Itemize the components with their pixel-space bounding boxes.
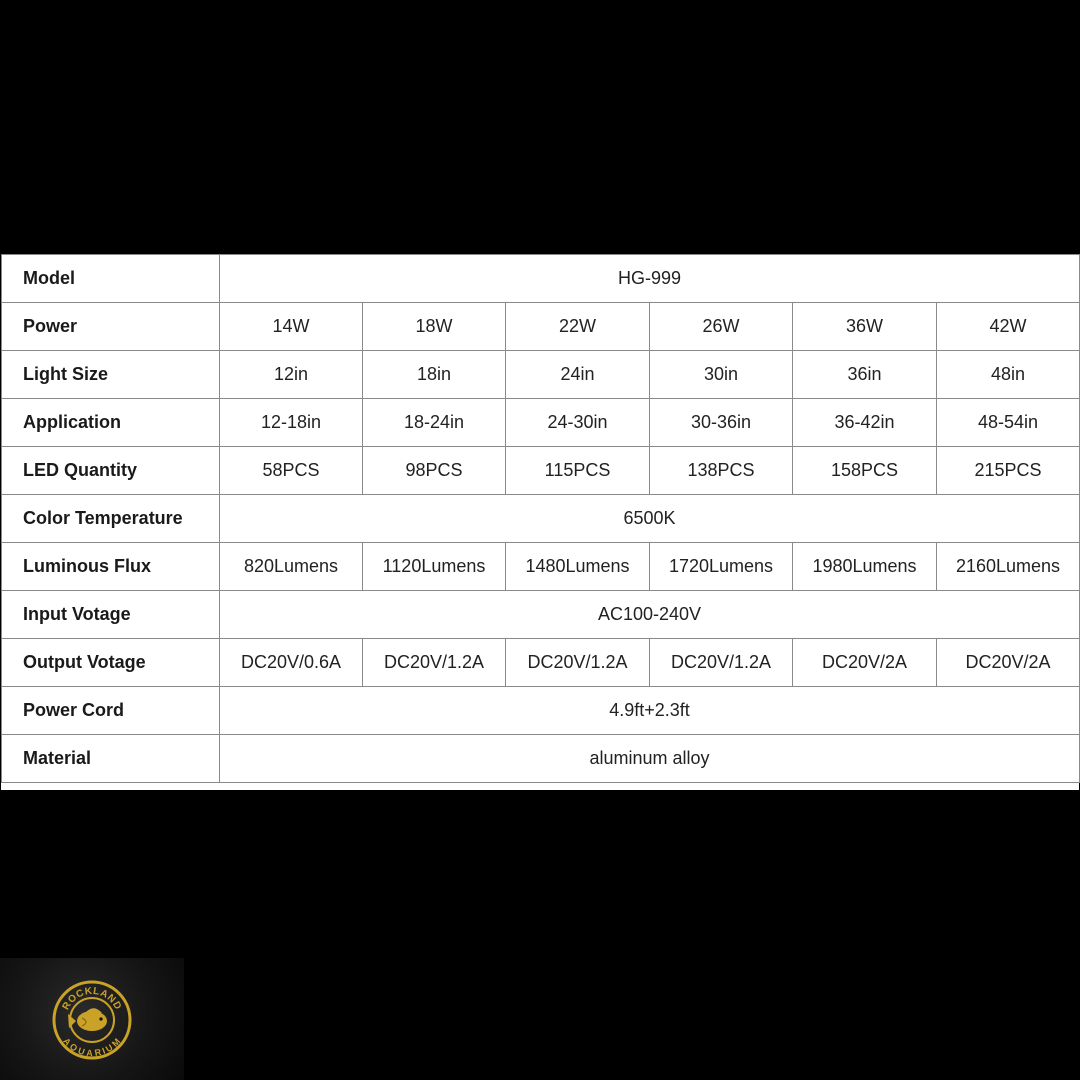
fish-icon [68,1008,107,1031]
row-luminous-flux [2,543,1080,591]
table-cell: 18in [363,351,506,399]
table-cell: 138PCS [650,447,793,495]
table-cell: 158PCS [793,447,937,495]
row-label: Material [2,735,220,783]
power-cord-value: 4.9ft+2.3ft [220,687,1080,735]
row-label: Application [2,399,220,447]
svg-text:AQUARIUM [61,1036,123,1058]
table-cell: 22W [506,303,650,351]
table-cell: 215PCS [937,447,1080,495]
row-power-cord [2,687,1080,735]
row-input-votage [2,591,1080,639]
row-led-quantity [2,447,1080,495]
table-cell: DC20V/1.2A [363,639,506,687]
table-cell: 115PCS [506,447,650,495]
spec-table [1,254,1080,783]
table-cell: 48in [937,351,1080,399]
row-label: Luminous Flux [2,543,220,591]
table-cell: 2160Lumens [937,543,1080,591]
input-votage-value: AC100-240V [220,591,1080,639]
table-cell: 36in [793,351,937,399]
logo-bottom-text: AQUARIUM [61,1035,123,1059]
model-value: HG-999 [220,255,1080,303]
table-cell: 12-18in [220,399,363,447]
row-light-size [2,351,1080,399]
table-cell: 18W [363,303,506,351]
row-power [2,303,1080,351]
table-cell: 30in [650,351,793,399]
table-cell: 1720Lumens [650,543,793,591]
table-cell: 36W [793,303,937,351]
table-cell: DC20V/2A [793,639,937,687]
table-cell: 42W [937,303,1080,351]
table-cell: 1980Lumens [793,543,937,591]
row-label: Input Votage [2,591,220,639]
table-cell: DC20V/1.2A [506,639,650,687]
table-cell: DC20V/2A [937,639,1080,687]
material-value: aluminum alloy [220,735,1080,783]
table-cell: 48-54in [937,399,1080,447]
row-color-temperature [2,495,1080,543]
table-cell: 1120Lumens [363,543,506,591]
row-label: Light Size [2,351,220,399]
logo-top-text: ROCKLAND [60,985,124,1013]
row-label: LED Quantity [2,447,220,495]
row-output-votage [2,639,1080,687]
row-material [2,735,1080,783]
row-model [2,255,1080,303]
row-label: Power Cord [2,687,220,735]
table-cell: 18-24in [363,399,506,447]
table-cell: DC20V/0.6A [220,639,363,687]
color-temperature-value: 6500K [220,495,1080,543]
table-cell: 24in [506,351,650,399]
row-application [2,399,1080,447]
table-cell: 820Lumens [220,543,363,591]
table-cell: 36-42in [793,399,937,447]
table-cell: DC20V/1.2A [650,639,793,687]
row-label: Power [2,303,220,351]
table-cell: 12in [220,351,363,399]
table-cell: 98PCS [363,447,506,495]
row-label: Model [2,255,220,303]
row-label: Output Votage [2,639,220,687]
table-cell: 24-30in [506,399,650,447]
table-cell: 26W [650,303,793,351]
rockland-aquarium-logo [52,980,132,1060]
table-cell: 14W [220,303,363,351]
spec-table-container [1,254,1079,790]
table-cell: 30-36in [650,399,793,447]
table-cell: 1480Lumens [506,543,650,591]
table-cell: 58PCS [220,447,363,495]
row-label: Color Temperature [2,495,220,543]
